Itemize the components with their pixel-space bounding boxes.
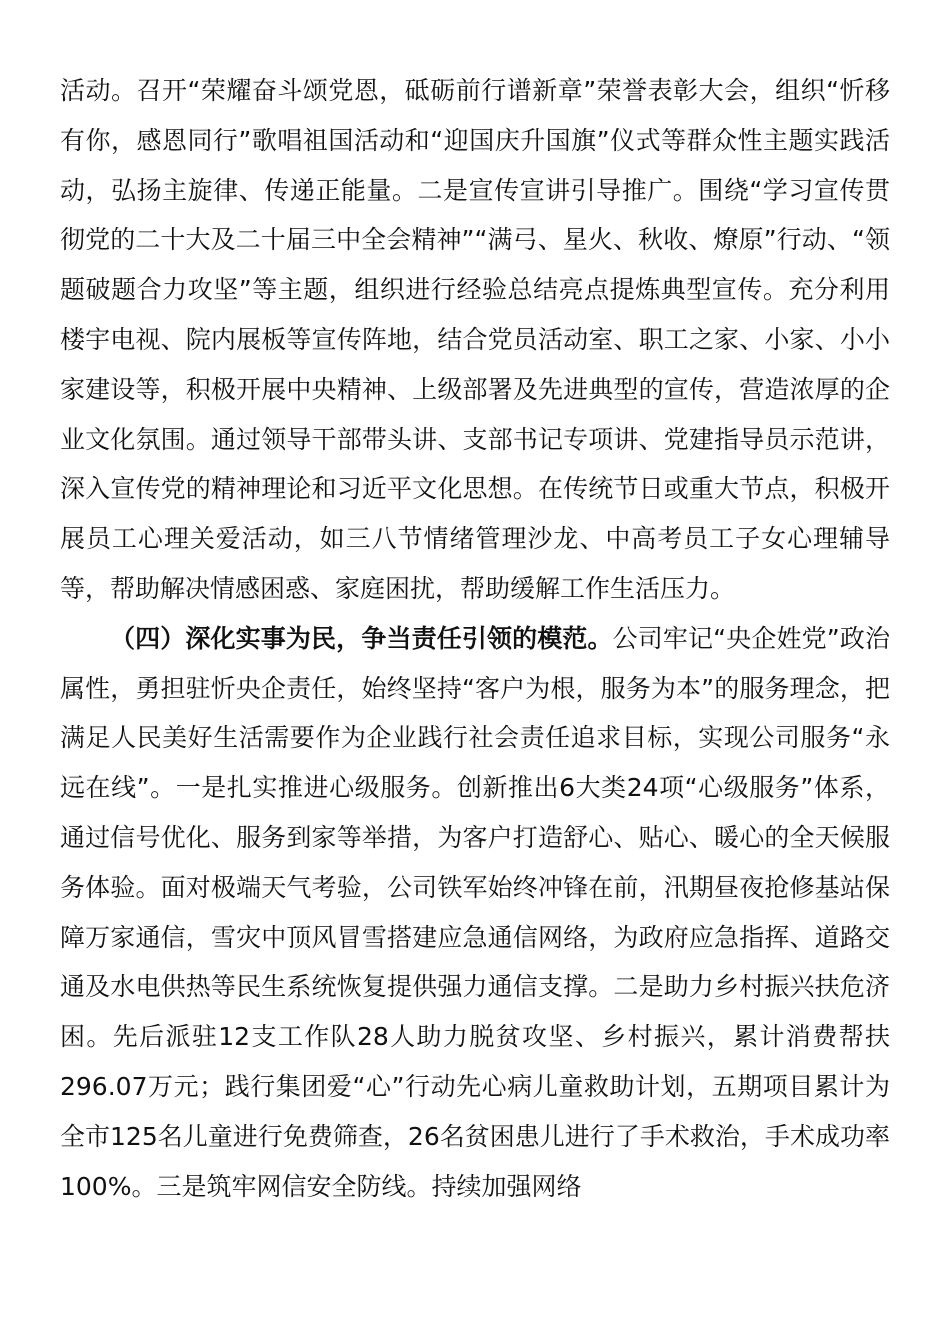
paragraph-section-four	[60, 614, 890, 1212]
document-body	[60, 66, 890, 1211]
paragraph-text: 公司牢记“央企姓党”政治属性，勇担驻忻央企责任，始终坚持“客户为根，服务为本”的服务理念，把满足人民美好生活需要作为企业践行社会责任追求目标，实现公司服务“永远在线”。一是扎实推进心级服务。创新推出6大类24项“心级服务”体系，通过信号优化、服务到家等举措，为客户打造舒心、贴心、暖心的全天候服务体验。面对极端天气考验，公司铁军始终冲锋在前，汛期昼夜抢修基站保障万家通信，雪灾中顶风冒雪搭建应急通信网络，为政府应急指挥、道路交通及水电供热等民生系统恢复提供强力通信支撑。二是助力乡村振兴扶危济困。先后派驻12支工作队28人助力脱贫攻坚、乡村振兴，累计消费帮扶296.07万元；践行集团爱“心”行动先心病儿童救助计划，五期项目累计为全市125名儿童进行免费筛查，26名贫困患儿进行了手术救治，手术成功率100%。三是筑牢网信安全防线。持续加强网络	[60, 623, 890, 1201]
paragraph-continuation	[60, 66, 890, 614]
section-heading: （四）深化实事为民，争当责任引领的模范。	[110, 623, 613, 653]
paragraph-text: 活动。召开“荣耀奋斗颂党恩，砥砺前行谱新章”荣誉表彰大会，组织“忻移有你，感恩同行”歌唱祖国活动和“迎国庆升国旗”仪式等群众性主题实践活动，弘扬主旋律、传递正能量。二是宣传宣讲引导推广。围绕“学习宣传贯彻党的二十大及二十届三中全会精神”“满弓、星火、秋收、燎原”行动、“领题破题合力攻坚”等主题，组织进行经验总结亮点提炼典型宣传。充分利用楼宇电视、院内展板等宣传阵地，结合党员活动室、职工之家、小家、小小家建设等，积极开展中央精神、上级部署及先进典型的宣传，营造浓厚的企业文化氛围。通过领导干部带头讲、支部书记专项讲、党建指导员示范讲，深入宣传党的精神理论和习近平文化思想。在传统节日或重大节点，积极开展员工心理关爱活动，如三八节情绪管理沙龙、中高考员工子女心理辅导等，帮助解决情感困惑、家庭困扰，帮助缓解工作生活压力。	[60, 76, 890, 603]
